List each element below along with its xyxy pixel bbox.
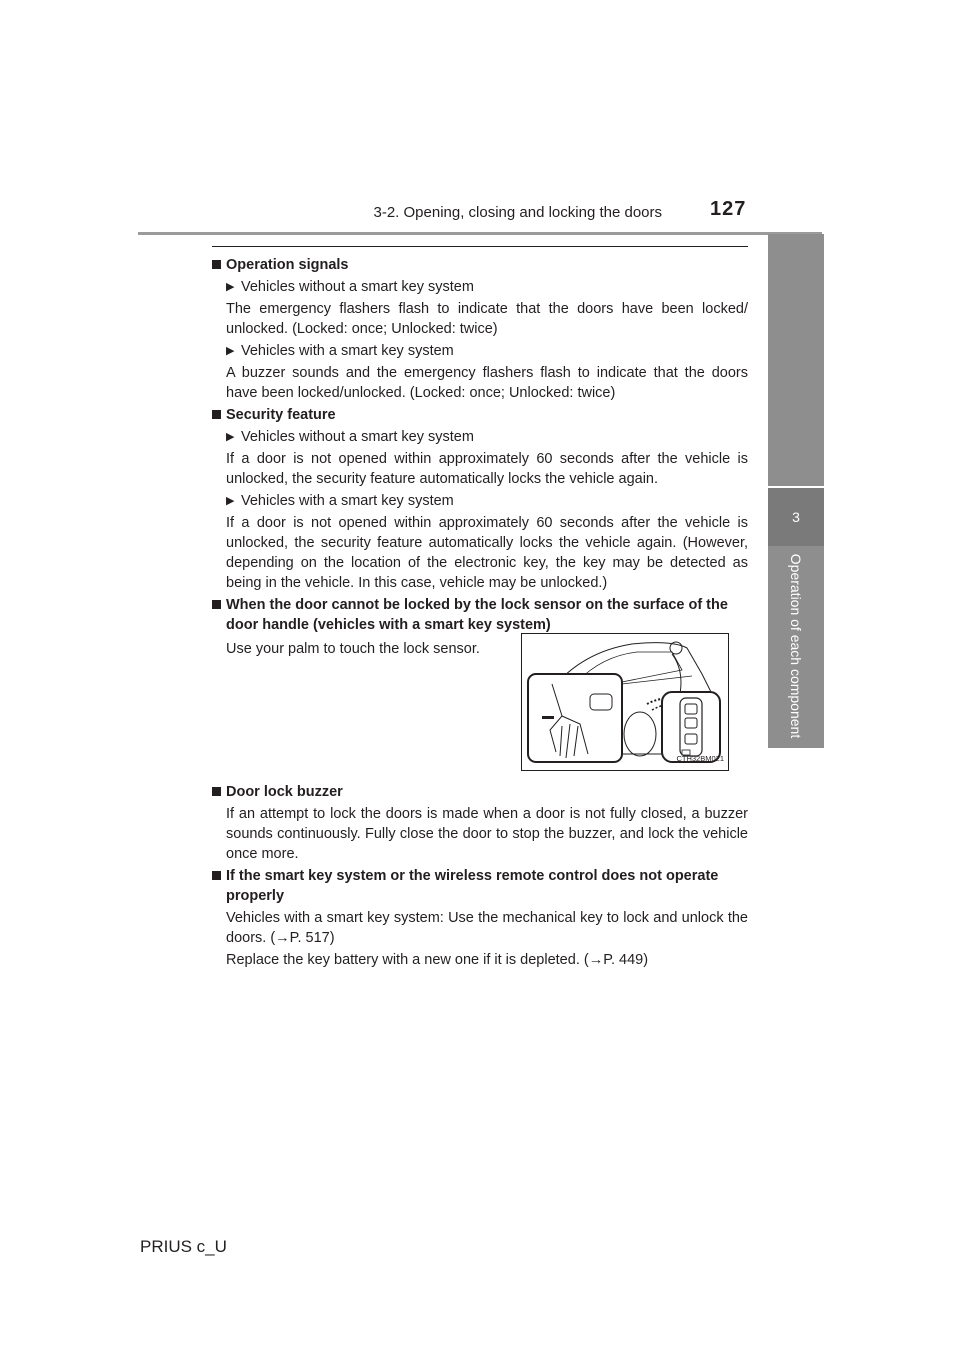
body-text: If an attempt to lock the doors is made when a door is not fully closed, a buzzer sounds continuously. Fully close the door to stop the buzzer, and lock the vehicle once more. [226,806,748,862]
triangle-right-icon: ▶ [226,495,235,507]
page-number: 127 [710,198,747,220]
lock-sensor-illustration [521,633,729,771]
sub-heading: ▶ Vehicles without a smart key system [226,429,474,445]
square-bullet-icon [212,410,221,419]
body-text: A buzzer sounds and the emergency flashers flash to indicate that the doors have been locked/unlocked. (Locked: once; Unlocked: twice) [226,365,748,401]
body-text: Vehicles with a smart key system: Use the mechanical key to lock and unlock the doors. (→P. 517) [226,910,748,946]
side-tab-chapter-label [768,546,824,748]
square-bullet-icon [212,260,221,269]
square-bullet-icon [212,600,221,609]
sub-heading: ▶ Vehicles without a smart key system [226,279,474,295]
content-rule [212,246,748,247]
body-text: Replace the key battery with a new one if it is depleted. (→P. 449) [226,952,649,968]
figure-code: CTH32BM021 [676,754,724,763]
side-tab-top [768,234,824,486]
triangle-right-icon: ▶ [226,345,235,357]
triangle-right-icon: ▶ [226,431,235,443]
section-title: Operation signals [212,255,748,275]
body-text: The emergency flashers flash to indicate that the doors have been locked/ unlocked. (Locked: once; Unlocked: twice) [226,301,748,337]
sub-heading: ▶ Vehicles with a smart key system [226,343,454,359]
chapter-label-text: Operation of each component [788,553,804,739]
header-title: 3-2. Opening, closing and locking the doors [373,204,662,221]
page-content [212,255,748,972]
figure-caption: Use your palm to touch the lock sensor. [226,641,480,657]
section-title: Security feature [212,405,748,425]
section-title: Door lock buzzer [212,782,748,802]
section-title: If the smart key system or the wireless remote control does not operate properly [212,866,748,906]
square-bullet-icon [212,871,221,880]
side-tab-chapter-number: 3 [768,488,824,546]
body-text: If a door is not opened within approximately 60 seconds after the vehicle is unlocked, the security feature automatically locks the vehicle again. (However, depending on the location of the electronic key, the key may be detected as being in the vehicle. In this case, vehicle may be unlocked.) [226,515,748,591]
sub-heading: ▶ Vehicles with a smart key system [226,493,454,509]
body-text: If a door is not opened within approximately 60 seconds after the vehicle is unlocked, the security feature automatically locks the vehicle again. [226,451,748,487]
figure-row [212,639,748,781]
header-rule [138,232,822,235]
footer-model: PRIUS c_U [140,1237,227,1256]
section-title: When the door cannot be locked by the lock sensor on the surface of the door handle (vehicles with a smart key system) [212,595,748,635]
square-bullet-icon [212,787,221,796]
triangle-right-icon: ▶ [226,281,235,293]
